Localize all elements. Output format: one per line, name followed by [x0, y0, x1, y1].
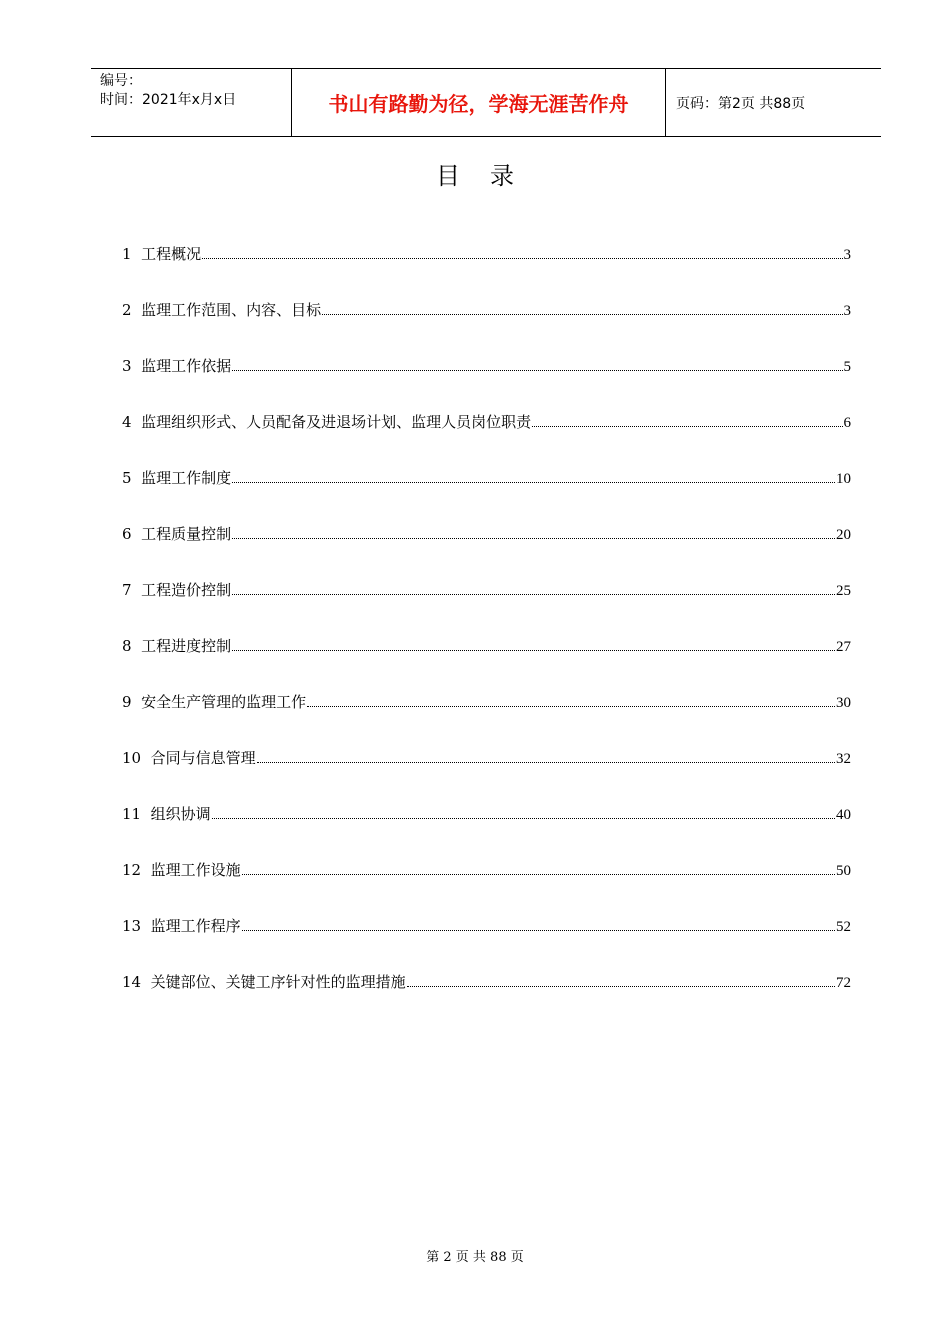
- toc-entry-number: 5: [122, 469, 142, 487]
- toc-entry-number: 6: [122, 525, 142, 543]
- toc-entry-number: 12: [122, 861, 151, 879]
- toc-entry-title: 工程概况: [141, 245, 202, 263]
- toc-entry-number: 1: [122, 245, 142, 263]
- toc-leader-dots: [232, 650, 835, 651]
- header-left-cell: [91, 69, 292, 136]
- toc-entry-title: 工程进度控制: [141, 637, 232, 655]
- toc-entry[interactable]: [122, 636, 851, 692]
- toc-leader-dots: [532, 426, 842, 427]
- toc-entry-page: 30: [836, 695, 851, 711]
- toc-entry-page: 25: [836, 583, 851, 599]
- toc-entry-title: 工程质量控制: [141, 525, 232, 543]
- toc-entry-number: 9: [122, 693, 142, 711]
- toc-entry[interactable]: [122, 692, 851, 748]
- toc-entry-number: 13: [122, 917, 151, 935]
- toc-entry[interactable]: [122, 412, 851, 468]
- toc-entry-number: 11: [122, 805, 151, 823]
- toc-entry-page: 52: [836, 919, 851, 935]
- toc-entry-page: 32: [836, 751, 851, 767]
- toc-entry-page: 27: [836, 639, 851, 655]
- toc-entry-page: 3: [843, 247, 851, 263]
- toc-leader-dots: [232, 482, 835, 483]
- toc-entry-page: 40: [836, 807, 851, 823]
- toc-entry-title: 监理工作依据: [141, 357, 232, 375]
- toc-leader-dots: [212, 818, 835, 819]
- toc-entry[interactable]: [122, 804, 851, 860]
- toc-entry[interactable]: [122, 860, 851, 916]
- page-footer: 第 2 页 共 88 页: [426, 1250, 524, 1265]
- toc-entry[interactable]: [122, 972, 851, 1028]
- toc-leader-dots: [407, 986, 835, 987]
- toc-entry[interactable]: [122, 356, 851, 412]
- toc-entry-number: 4: [122, 413, 142, 431]
- toc-entry-page: 6: [843, 415, 851, 431]
- toc-entry-title: 合同与信息管理: [150, 749, 256, 767]
- toc-entry-number: 2: [122, 301, 142, 319]
- toc-entry[interactable]: [122, 468, 851, 524]
- toc-entry[interactable]: [122, 524, 851, 580]
- toc-leader-dots: [232, 370, 842, 371]
- header-table: [91, 68, 881, 137]
- page-title: 目录: [436, 162, 544, 190]
- table-of-contents: [122, 244, 851, 1028]
- toc-entry[interactable]: [122, 916, 851, 972]
- toc-entry[interactable]: [122, 244, 851, 300]
- toc-leader-dots: [307, 706, 835, 707]
- toc-leader-dots: [322, 314, 842, 315]
- time-label: 时间：2021年x月x日: [100, 92, 237, 108]
- toc-entry-number: 7: [122, 581, 142, 599]
- motto: 书山有路勤为径，学海无涯苦作舟: [292, 69, 666, 136]
- page-info: 页码：第2页 共88页: [676, 95, 806, 112]
- toc-entry-title: 监理工作制度: [141, 469, 232, 487]
- toc-entry-page: 3: [843, 303, 851, 319]
- toc-entry-number: 3: [122, 357, 142, 375]
- toc-entry[interactable]: [122, 748, 851, 804]
- toc-leader-dots: [202, 258, 842, 259]
- toc-leader-dots: [232, 594, 835, 595]
- toc-entry-page: 10: [836, 471, 851, 487]
- number-label: 编号：: [100, 73, 142, 89]
- toc-entry-page: 50: [836, 863, 851, 879]
- toc-entry-title: 关键部位、关键工序针对性的监理措施: [150, 973, 406, 991]
- toc-entry-page: 20: [836, 527, 851, 543]
- toc-entry-number: 14: [122, 973, 151, 991]
- toc-entry-title: 监理工作范围、内容、目标: [141, 301, 322, 319]
- toc-entry-page: 5: [843, 359, 851, 375]
- toc-entry-number: 10: [122, 749, 151, 767]
- toc-entry-title: 安全生产管理的监理工作: [141, 693, 307, 711]
- toc-leader-dots: [257, 762, 835, 763]
- toc-entry[interactable]: [122, 300, 851, 356]
- toc-leader-dots: [242, 874, 835, 875]
- toc-entry-title: 工程造价控制: [141, 581, 232, 599]
- toc-entry[interactable]: [122, 580, 851, 636]
- toc-entry-title: 组织协调: [150, 805, 211, 823]
- toc-leader-dots: [242, 930, 835, 931]
- toc-entry-title: 监理工作设施: [150, 861, 241, 879]
- toc-leader-dots: [232, 538, 835, 539]
- toc-entry-title: 监理组织形式、人员配备及进退场计划、监理人员岗位职责: [141, 413, 532, 431]
- toc-entry-title: 监理工作程序: [150, 917, 241, 935]
- toc-entry-page: 72: [836, 975, 851, 991]
- toc-entry-number: 8: [122, 637, 142, 655]
